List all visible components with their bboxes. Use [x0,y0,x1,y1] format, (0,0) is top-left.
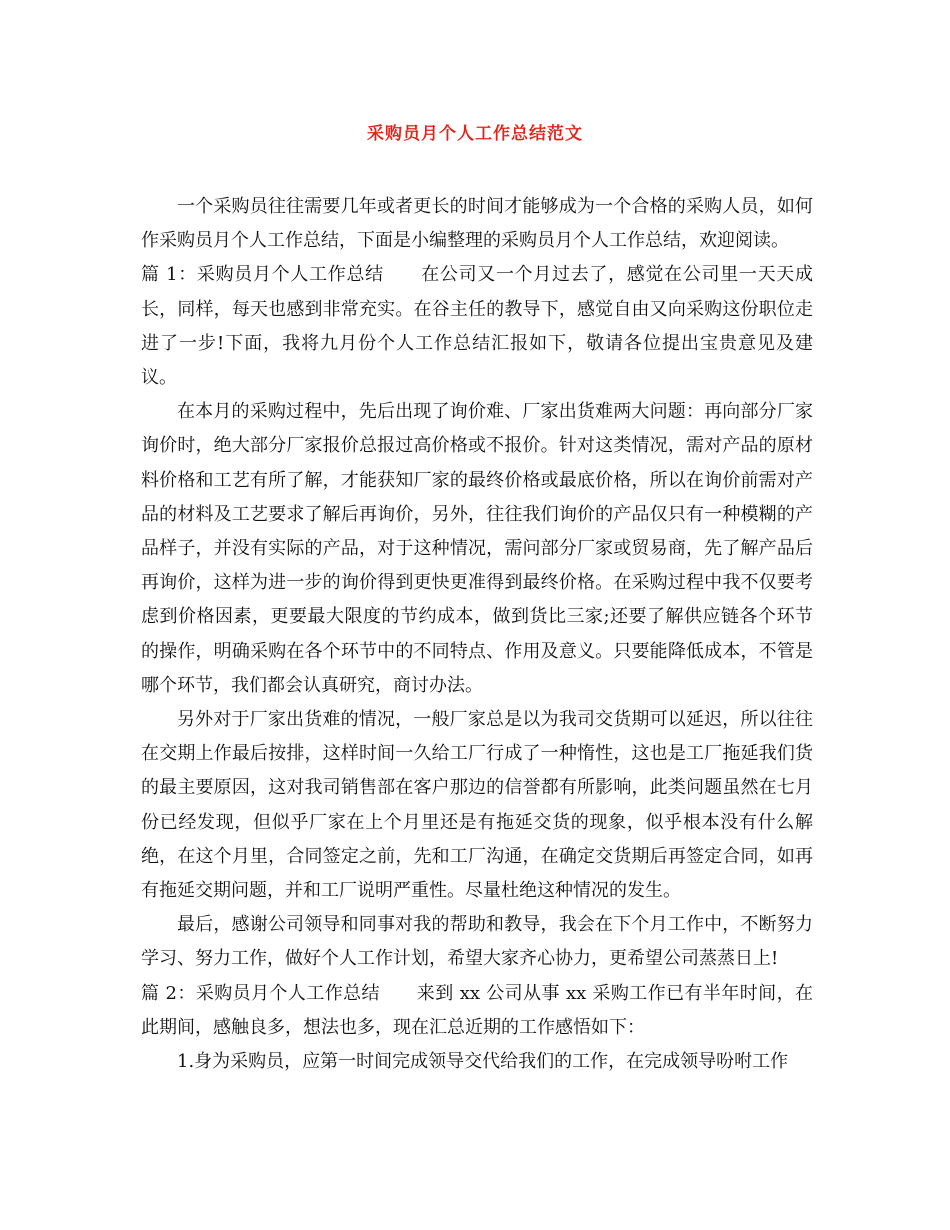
paragraph-point-1: 1.身为采购员，应第一时间完成领导交代给我们的工作，在完成领导吩咐工作 [177,1051,789,1073]
document-body [141,190,813,1079]
paragraph-section-1-heading: 篇 1：采购员月个人工作总结 在公司又一个月过去了，感觉在公司里一天天成长，同样，每天也感到非常充实。在谷主任的教导下，感觉自由又向采购这份职位走进了一步!下面，我将九月份个人工作总结汇报如下，敬请各位提出宝贵意见及建议。 [141,264,813,389]
paragraph-section-2-heading: 篇 2：采购员月个人工作总结 来到 xx 公司从事 xx 采购工作已有半年时间，在此期间，感触良多，想法也多，现在汇总近期的工作感悟如下： [141,982,813,1038]
document-title: 采购员月个人工作总结范文 [367,124,583,144]
paragraph-intro: 一个采购员往往需要几年或者更长的时间才能够成为一个合格的采购人员，如何作采购员月个人工作总结，下面是小编整理的采购员月个人工作总结，欢迎阅读。 [141,196,813,252]
paragraph-delivery-difficulty: 另外对于厂家出货难的情况，一般厂家总是以为我司交货期可以延迟，所以往往在交期上作最后按排，这样时间一久给工厂行成了一种惰性，这也是工厂拖延我们货的最主要原因，这对我司销售部在客户那边的信誉都有所影响，此类问题虽然在七月份已经发现，但似乎厂家在上个月里还是有拖延交货的现象，似乎根本没有什么解绝，在这个月里，合同签定之前，先和工厂沟通，在确定交货期后再签定合同，如再有拖延交期问题，并和工厂说明严重性。尽量杜绝这种情况的发生。 [141,709,813,902]
paragraph-thanks: 最后，感谢公司领导和同事对我的帮助和教导，我会在下个月工作中，不断努力学习、努力工作，做好个人工作计划，希望大家齐心协力，更希望公司蒸蒸日上! [141,914,813,970]
paragraph-inquiry-difficulty: 在本月的采购过程中，先后出现了询价难、厂家出货难两大问题：再向部分厂家询价时，绝大部分厂家报价总报过高价格或不报价。针对这类情况，需对产品的原材料价格和工艺有所了解，才能获知厂家的最终价格或最底价格，所以在询价前需对产品的材料及工艺要求了解后再询价，另外，往往我们询价的产品仅只有一种模糊的产品样子，并没有实际的产品，对于这种情况，需问部分厂家或贸易商，先了解产品后再询价，这样为进一步的询价得到更快更准得到最终价格。在采购过程中我不仅要考虑到价格因素，更要最大限度的节约成本，做到货比三家;还要了解供应链各个环节的操作，明确采购在各个环节中的不同特点、作用及意义。只要能降低成本，不管是哪个环节，我们都会认真研究，商讨办法。 [141,401,813,696]
